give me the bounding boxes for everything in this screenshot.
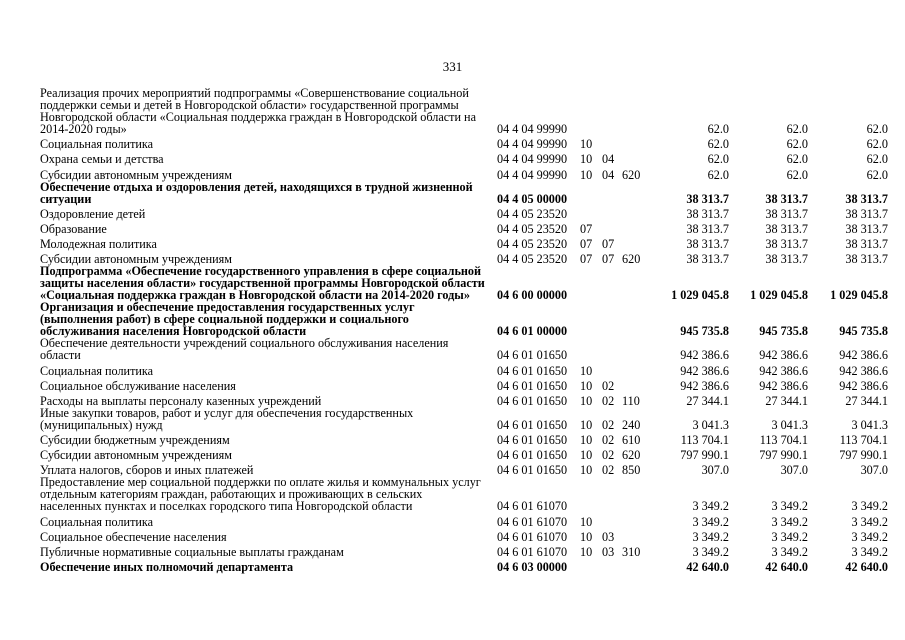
expense-name: Расходы на выплаты персоналу казенных учреждений bbox=[40, 393, 322, 408]
subsection-code bbox=[602, 301, 622, 337]
amount-year-2: 942 386.6 bbox=[759, 378, 808, 393]
table-row bbox=[40, 392, 888, 407]
table-row bbox=[40, 407, 888, 431]
amount-year-3: 942 386.6 bbox=[839, 348, 888, 363]
amount-year-1: 3 349.2 bbox=[692, 545, 729, 559]
section-code: 10 bbox=[580, 152, 593, 167]
amount-year-2: 27 344.1 bbox=[765, 393, 808, 408]
expense-name: Субсидии автономным учреждениям bbox=[40, 167, 232, 182]
amount-year-2: 3 349.2 bbox=[771, 529, 808, 544]
expense-type-code: 620 bbox=[622, 448, 641, 463]
amount-year-1: 38 313.7 bbox=[686, 206, 729, 221]
amount-year-3: 3 349.2 bbox=[851, 545, 888, 559]
amount-year-3: 945 735.8 bbox=[839, 324, 888, 339]
subsection-code: 03 bbox=[602, 529, 615, 544]
amount-year-2: 3 349.2 bbox=[771, 545, 808, 559]
amount-year-2: 38 313.7 bbox=[765, 252, 808, 267]
section-code: 07 bbox=[580, 237, 593, 252]
target-article-code: 04 4 05 00000 bbox=[497, 191, 568, 206]
expense-type-code: 620 bbox=[622, 167, 641, 182]
table-row bbox=[40, 235, 888, 250]
amount-year-2: 942 386.6 bbox=[759, 348, 808, 363]
table-row bbox=[40, 543, 888, 558]
section-code bbox=[580, 87, 602, 135]
amount-year-2: 38 313.7 bbox=[765, 237, 808, 252]
subsection-code: 02 bbox=[602, 417, 615, 432]
subsection-code: 07 bbox=[602, 237, 615, 252]
target-article-code: 04 6 01 00000 bbox=[497, 324, 568, 339]
amount-year-1: 942 386.6 bbox=[680, 378, 729, 393]
subsection-code bbox=[602, 220, 622, 235]
amount-year-3: 113 704.1 bbox=[839, 433, 888, 448]
section-code: 10 bbox=[580, 433, 593, 448]
expense-name: Обеспечение деятельности учреждений социального обслуживания населения области bbox=[40, 336, 449, 363]
table-row bbox=[40, 512, 888, 527]
expense-name: Иные закупки товаров, работ и услуг для обеспечения государственных (муниципальных) нужд bbox=[40, 405, 414, 432]
expense-type-code: 240 bbox=[622, 417, 641, 432]
expense-type-code bbox=[622, 361, 648, 376]
target-article-code: 04 6 01 61070 bbox=[497, 499, 568, 514]
section-code: 10 bbox=[580, 463, 593, 478]
amount-year-3: 942 386.6 bbox=[839, 378, 888, 393]
target-article-code: 04 4 04 99990 bbox=[497, 152, 568, 167]
table-row bbox=[40, 165, 888, 180]
amount-year-1: 113 704.1 bbox=[680, 433, 729, 448]
expense-name: Образование bbox=[40, 221, 107, 236]
section-code: 10 bbox=[580, 514, 593, 529]
expense-type-code bbox=[622, 337, 648, 361]
expense-name: Охрана семьи и детства bbox=[40, 152, 164, 167]
table-row bbox=[40, 337, 888, 361]
target-article-code: 04 4 04 99990 bbox=[497, 137, 568, 152]
section-code bbox=[580, 265, 602, 301]
table-row bbox=[40, 528, 888, 543]
section-code: 10 bbox=[580, 529, 593, 544]
target-article-code: 04 6 01 01650 bbox=[497, 393, 568, 408]
expense-name: Реализация прочих мероприятий подпрограммы «Совершенствование социальной поддержки семьи и детей в Новгородской области» государственной программы Новгородской области «Социальная поддержка граждан в Новгородской области на 2014-2020 годы» bbox=[40, 86, 476, 136]
subsection-code bbox=[602, 205, 622, 220]
amount-year-2: 1 029 045.8 bbox=[750, 288, 808, 303]
expense-type-code bbox=[622, 150, 648, 165]
table-row bbox=[40, 431, 888, 446]
amount-year-2: 42 640.0 bbox=[765, 560, 808, 575]
amount-year-2: 3 349.2 bbox=[771, 514, 808, 529]
expense-type-code: 620 bbox=[622, 252, 641, 267]
table-row bbox=[40, 87, 888, 135]
section-code: 07 bbox=[580, 221, 593, 236]
table-row bbox=[40, 250, 888, 265]
section-code: 10 bbox=[580, 448, 593, 463]
table-row bbox=[40, 361, 888, 376]
expense-name: Субсидии бюджетным учреждениям bbox=[40, 433, 230, 448]
section-code: 10 bbox=[580, 545, 593, 559]
amount-year-1: 38 313.7 bbox=[686, 252, 729, 267]
expense-name: Оздоровление детей bbox=[40, 206, 146, 221]
expense-type-code bbox=[622, 87, 648, 135]
table-row bbox=[40, 205, 888, 220]
table-row bbox=[40, 181, 888, 205]
target-article-code: 04 6 01 01650 bbox=[497, 417, 568, 432]
amount-year-1: 942 386.6 bbox=[680, 348, 729, 363]
subsection-code bbox=[602, 135, 622, 150]
subsection-code: 07 bbox=[602, 252, 615, 267]
amount-year-3: 942 386.6 bbox=[839, 363, 888, 378]
expense-type-code bbox=[622, 377, 648, 392]
amount-year-1: 62.0 bbox=[707, 137, 729, 152]
amount-year-1: 62.0 bbox=[707, 122, 729, 136]
amount-year-3: 797 990.1 bbox=[839, 448, 888, 463]
table-row bbox=[40, 461, 888, 476]
amount-year-3: 307.0 bbox=[860, 463, 888, 478]
table-row bbox=[40, 265, 888, 301]
page-number: 331 bbox=[442, 59, 463, 74]
amount-year-2: 62.0 bbox=[786, 167, 808, 182]
amount-year-1: 38 313.7 bbox=[686, 221, 729, 236]
target-article-code: 04 4 05 23520 bbox=[497, 237, 568, 252]
amount-year-1: 307.0 bbox=[701, 463, 729, 478]
amount-year-3: 62.0 bbox=[866, 167, 888, 182]
budget-rows bbox=[40, 87, 888, 573]
target-article-code: 04 4 05 23520 bbox=[497, 206, 568, 221]
expense-name: Социальное обеспечение населения bbox=[40, 529, 227, 544]
amount-year-1: 3 349.2 bbox=[692, 514, 729, 529]
expense-type-code bbox=[622, 528, 648, 543]
amount-year-1: 3 041.3 bbox=[692, 417, 729, 432]
table-row bbox=[40, 558, 888, 573]
amount-year-3: 38 313.7 bbox=[845, 221, 888, 236]
table-row bbox=[40, 220, 888, 235]
section-code bbox=[580, 181, 602, 205]
table-row bbox=[40, 301, 888, 337]
section-code bbox=[580, 301, 602, 337]
amount-year-3: 38 313.7 bbox=[845, 252, 888, 267]
amount-year-1: 3 349.2 bbox=[692, 499, 729, 514]
subsection-code: 02 bbox=[602, 448, 615, 463]
amount-year-3: 62.0 bbox=[866, 152, 888, 167]
amount-year-1: 1 029 045.8 bbox=[671, 288, 729, 303]
section-code: 10 bbox=[580, 137, 593, 152]
section-code bbox=[580, 205, 602, 220]
amount-year-1: 38 313.7 bbox=[686, 191, 729, 206]
amount-year-3: 27 344.1 bbox=[845, 393, 888, 408]
subsection-code bbox=[602, 181, 622, 205]
subsection-code bbox=[602, 512, 622, 527]
subsection-code bbox=[602, 476, 622, 512]
amount-year-2: 62.0 bbox=[786, 152, 808, 167]
amount-year-1: 3 349.2 bbox=[692, 529, 729, 544]
expense-type-code bbox=[622, 301, 648, 337]
table-row bbox=[40, 377, 888, 392]
expense-name: Подпрограмма «Обеспечение государственного управления в сфере социальной защиты населения области» государственной программы Новгородской области «Социальная поддержка граждан в Новгородской области на 2014-2020 годы» bbox=[40, 264, 485, 303]
target-article-code: 04 4 04 99990 bbox=[497, 122, 568, 136]
amount-year-1: 945 735.8 bbox=[680, 324, 729, 339]
amount-year-2: 38 313.7 bbox=[765, 206, 808, 221]
target-article-code: 04 6 01 61070 bbox=[497, 545, 568, 559]
section-code: 10 bbox=[580, 363, 593, 378]
amount-year-3: 3 041.3 bbox=[851, 417, 888, 432]
amount-year-2: 942 386.6 bbox=[759, 363, 808, 378]
section-code: 10 bbox=[580, 417, 593, 432]
amount-year-2: 113 704.1 bbox=[759, 433, 808, 448]
expense-name: Организация и обеспечение предоставления государственных услуг (выполнения работ) в сфере социальной поддержки и социального обслуживания населения Новгородской области bbox=[40, 300, 415, 339]
target-article-code: 04 6 01 01650 bbox=[497, 448, 568, 463]
amount-year-1: 62.0 bbox=[707, 152, 729, 167]
target-article-code: 04 6 01 01650 bbox=[497, 378, 568, 393]
subsection-code: 02 bbox=[602, 433, 615, 448]
subsection-code: 02 bbox=[602, 463, 615, 478]
amount-year-2: 3 041.3 bbox=[771, 417, 808, 432]
subsection-code: 02 bbox=[602, 378, 615, 393]
target-article-code: 04 4 05 23520 bbox=[497, 221, 568, 236]
table-row bbox=[40, 476, 888, 512]
amount-year-1: 797 990.1 bbox=[680, 448, 729, 463]
amount-year-2: 62.0 bbox=[786, 122, 808, 136]
subsection-code bbox=[602, 337, 622, 361]
subsection-code: 04 bbox=[602, 167, 615, 182]
target-article-code: 04 4 05 23520 bbox=[497, 252, 568, 267]
subsection-code bbox=[602, 265, 622, 301]
expense-name: Субсидии автономным учреждениям bbox=[40, 448, 232, 463]
expense-type-code: 850 bbox=[622, 463, 641, 478]
expense-type-code: 310 bbox=[622, 545, 641, 559]
amount-year-1: 42 640.0 bbox=[686, 560, 729, 575]
subsection-code: 03 bbox=[602, 545, 615, 559]
amount-year-3: 62.0 bbox=[866, 122, 888, 136]
section-code: 10 bbox=[580, 167, 593, 182]
amount-year-3: 1 029 045.8 bbox=[830, 288, 888, 303]
subsection-code: 02 bbox=[602, 393, 615, 408]
section-code: 10 bbox=[580, 393, 593, 408]
amount-year-3: 3 349.2 bbox=[851, 499, 888, 514]
amount-year-3: 42 640.0 bbox=[845, 560, 888, 575]
amount-year-3: 3 349.2 bbox=[851, 529, 888, 544]
expense-type-code bbox=[622, 205, 648, 220]
expense-type-code bbox=[622, 512, 648, 527]
table-row bbox=[40, 446, 888, 461]
target-article-code: 04 6 01 01650 bbox=[497, 363, 568, 378]
amount-year-1: 942 386.6 bbox=[680, 363, 729, 378]
section-code bbox=[580, 476, 602, 512]
amount-year-2: 797 990.1 bbox=[759, 448, 808, 463]
section-code bbox=[580, 558, 602, 573]
expense-type-code bbox=[622, 476, 648, 512]
section-code bbox=[580, 337, 602, 361]
amount-year-3: 3 349.2 bbox=[851, 514, 888, 529]
amount-year-1: 27 344.1 bbox=[686, 393, 729, 408]
expense-type-code bbox=[622, 135, 648, 150]
expense-name: Предоставление мер социальной поддержки по оплате жилья и коммунальных услуг отдельным категориям граждан, работающих и проживающих в сельских населенных пунктах и поселках городского типа Новгородской области bbox=[40, 475, 481, 514]
table-row bbox=[40, 135, 888, 150]
amount-year-2: 307.0 bbox=[780, 463, 808, 478]
expense-type-code bbox=[622, 558, 648, 573]
expense-type-code bbox=[622, 181, 648, 205]
amount-year-2: 62.0 bbox=[786, 137, 808, 152]
expense-name: Публичные нормативные социальные выплаты гражданам bbox=[40, 545, 344, 559]
expense-type-code bbox=[622, 220, 648, 235]
target-article-code: 04 6 01 61070 bbox=[497, 514, 568, 529]
amount-year-2: 38 313.7 bbox=[765, 191, 808, 206]
budget-table bbox=[40, 87, 888, 573]
target-article-code: 04 4 04 99990 bbox=[497, 167, 568, 182]
amount-year-2: 3 349.2 bbox=[771, 499, 808, 514]
subsection-code bbox=[602, 87, 622, 135]
amount-year-1: 38 313.7 bbox=[686, 237, 729, 252]
table-row bbox=[40, 150, 888, 165]
amount-year-1: 62.0 bbox=[707, 167, 729, 182]
expense-name: Социальная политика bbox=[40, 137, 154, 152]
amount-year-3: 62.0 bbox=[866, 137, 888, 152]
expense-name: Социальная политика bbox=[40, 363, 154, 378]
target-article-code: 04 6 01 61070 bbox=[497, 529, 568, 544]
amount-year-3: 38 313.7 bbox=[845, 206, 888, 221]
expense-name: Социальная политика bbox=[40, 514, 154, 529]
amount-year-3: 38 313.7 bbox=[845, 237, 888, 252]
subsection-code: 04 bbox=[602, 152, 615, 167]
target-article-code: 04 6 00 00000 bbox=[497, 288, 568, 303]
expense-name: Субсидии автономным учреждениям bbox=[40, 252, 232, 267]
subsection-code bbox=[602, 558, 622, 573]
expense-type-code: 110 bbox=[622, 393, 640, 408]
target-article-code: 04 6 01 01650 bbox=[497, 348, 568, 363]
expense-type-code: 610 bbox=[622, 433, 641, 448]
expense-name: Обеспечение отдыха и оздоровления детей, находящихся в трудной жизненной ситуации bbox=[40, 179, 473, 206]
amount-year-2: 945 735.8 bbox=[759, 324, 808, 339]
amount-year-2: 38 313.7 bbox=[765, 221, 808, 236]
target-article-code: 04 6 03 00000 bbox=[497, 560, 568, 575]
section-code: 07 bbox=[580, 252, 593, 267]
target-article-code: 04 6 01 01650 bbox=[497, 433, 568, 448]
amount-year-3: 38 313.7 bbox=[845, 191, 888, 206]
expense-type-code bbox=[622, 235, 648, 250]
expense-name: Уплата налогов, сборов и иных платежей bbox=[40, 463, 254, 478]
expense-name: Обеспечение иных полномочий департамента bbox=[40, 560, 294, 575]
expense-name: Молодежная политика bbox=[40, 237, 157, 252]
subsection-code bbox=[602, 361, 622, 376]
expense-name: Социальное обслуживание населения bbox=[40, 378, 236, 393]
section-code: 10 bbox=[580, 378, 593, 393]
expense-type-code bbox=[622, 265, 648, 301]
target-article-code: 04 6 01 01650 bbox=[497, 463, 568, 478]
